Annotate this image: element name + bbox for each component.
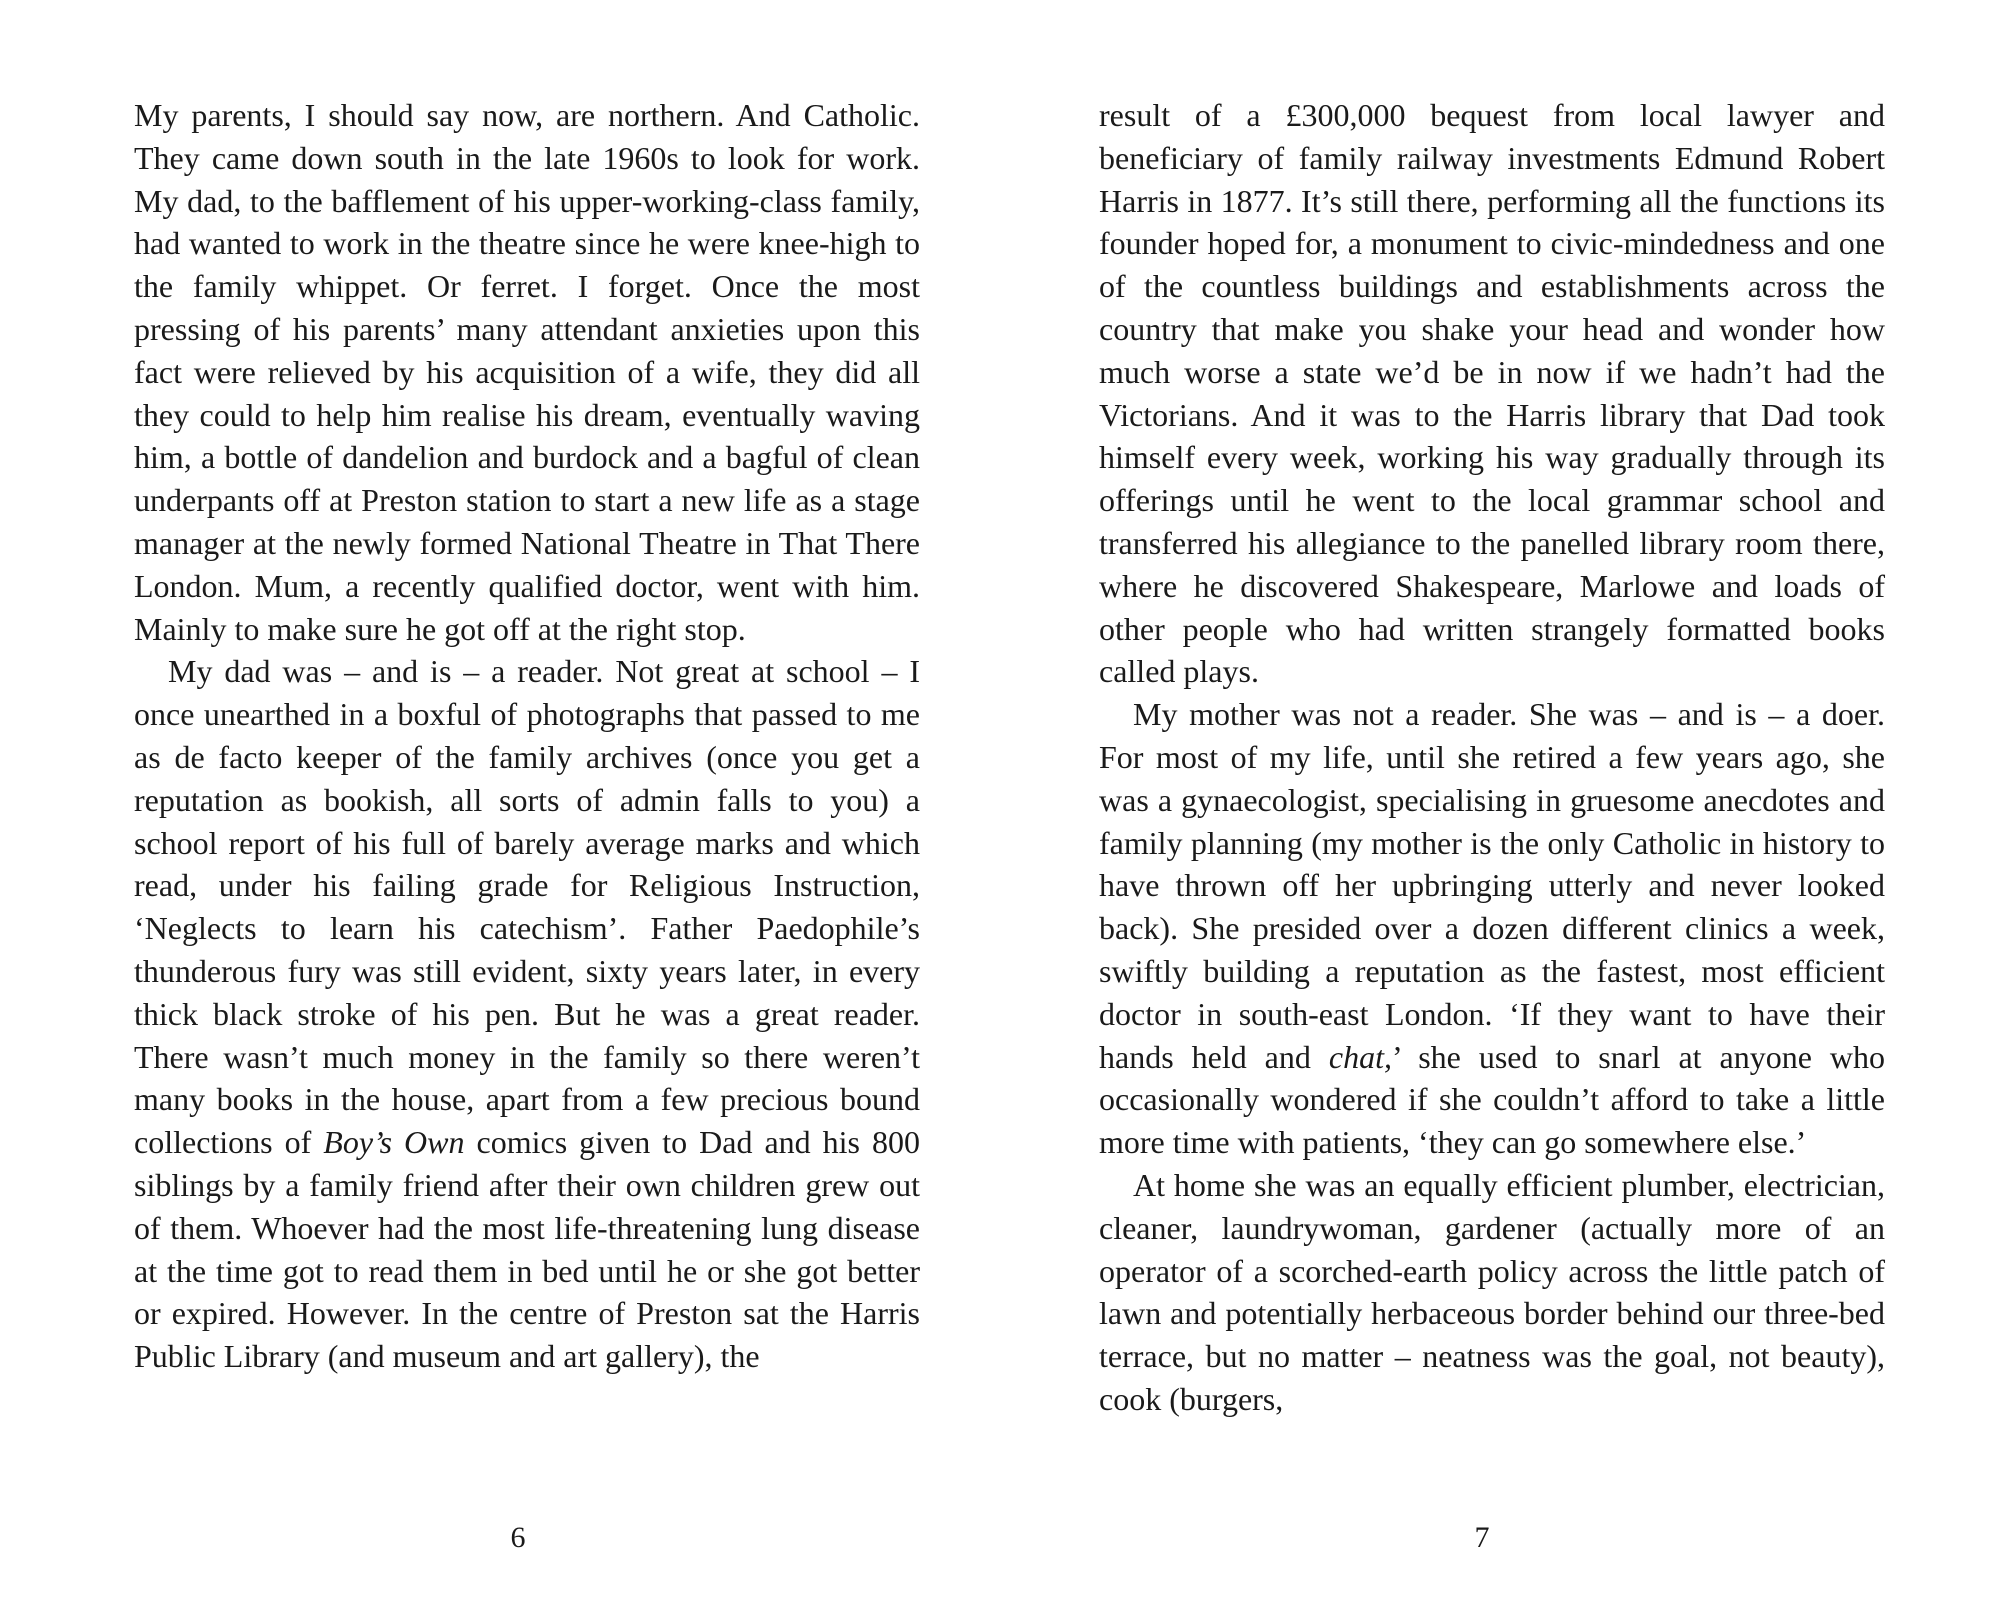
italic-word: chat, bbox=[1328, 1038, 1392, 1075]
paragraph-text: My mother was not a reader. She was – and is – a doer. For most of my life, until she retired a few years ago, she was a gynaecologist, specialising in gruesome anecdotes and family planning (my mother is the only Catholic in history to have thrown off her upbringing utterly and never looked back). She presided over a dozen different clinics a week, swiftly building a reputation as the fastest, most efficient doctor in south-east London. ‘If they want to have their hands held and bbox=[1099, 696, 1885, 1075]
paragraph: result of a £300,000 bequest from local lawyer and beneficiary of family railway investments Edmund Robert Harris in 1877. It’s still there, performing all the functions its founder hoped for, a monument to civic-mindedness and one of the countless buildings and establishments across the country that make you shake your head and wonder how much worse a state we’d be in now if we hadn’t had the Victorians. And it was to the Harris library that Dad took himself every week, working his way gradually through its offerings until he went to the local grammar school and transferred his allegiance to the panelled library room there, where he discovered Shakespeare, Marlowe and loads of other people who had written strangely formatted books called plays. bbox=[1099, 97, 1885, 690]
paragraph: At home she was an equally efficient plumber, electrician, cleaner, laundrywoman, gardener (actually more of an operator of a scorched-earth policy across the little patch of lawn and potentially herbaceous border behind our three-bed terrace, but no matter – neatness was the goal, not beauty), cook (burgers, bbox=[1099, 1166, 1885, 1417]
paragraph-text: ’ she used to snarl at anyone who occasionally wondered if she couldn’t afford to take a little more time with patients, ‘they can go somewhere else.’ bbox=[1099, 1038, 1886, 1161]
page-number: 7 bbox=[1474, 1521, 1490, 1554]
paragraph-text: My dad was – and is – a reader. Not great at school – I once unearthed in a boxful of photographs that passed to me as de facto keeper of the family archives (once you get a reputation as bookish, all sorts of admin falls to you) a school report of his full of barely average marks and which read, under his failing grade for Religious Instruction, ‘Neglects to learn his catechism’. Father Paedophile’s thunderous fury was still evident, sixty years later, in every thick black stroke of his pen. But he was a great reader. There wasn’t much money in the family so there weren’t many books in the house, apart from a few precious bound collections of bbox=[134, 653, 920, 1161]
paragraph bbox=[134, 650, 920, 1378]
paragraph-text: comics given to Dad and his 800 siblings by a family friend after their own children grew out of them. Whoever had the most life-threatening lung disease at the time got to read them in bed until he or she got better or expired. However. In the centre of Preston sat the Harris Public Library (and museum and art gallery), the bbox=[134, 1124, 921, 1375]
italic-title: Boy’s Own bbox=[323, 1124, 465, 1161]
right-page bbox=[1000, 0, 2000, 1602]
left-page-body bbox=[134, 94, 920, 1378]
page-number: 6 bbox=[510, 1521, 526, 1554]
right-page-body bbox=[1099, 94, 1885, 1421]
paragraph: My parents, I should say now, are northern. And Catholic. They came down south in the late 1960s to look for work. My dad, to the bafflement of his upper-working-class family, had wanted to work in the theatre since he were knee-high to the family whippet. Or ferret. I forget. Once the most pressing of his parents’ many attendant anxieties upon this fact were relieved by his acquisition of a wife, they did all they could to help him realise his dream, eventually waving him, a bottle of dandelion and burdock and a bagful of clean underpants off at Preston station to start a new life as a stage manager at the newly formed National Theatre in That There London. Mum, a recently qualified doctor, went with him. Mainly to make sure he got off at the right stop. bbox=[134, 97, 920, 647]
paragraph bbox=[1099, 693, 1885, 1164]
